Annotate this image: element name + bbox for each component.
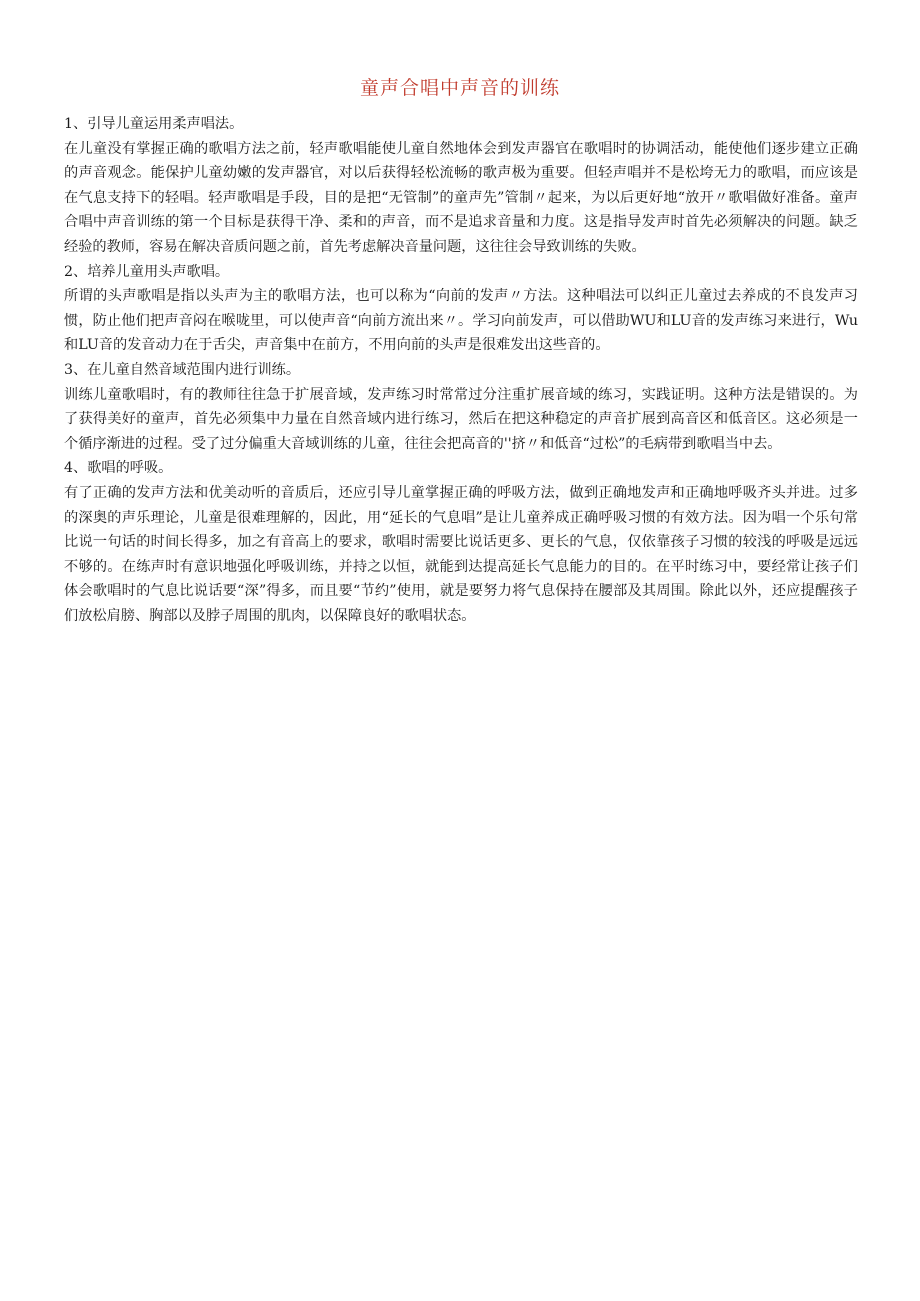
document-title: 童声合唱中声音的训练 [359,77,560,99]
section-heading-1: 1、引导儿童运用柔声唱法。 [64,116,244,132]
section-heading-4: 4、歌唱的呼吸。 [64,460,173,477]
section-paragraph-3: 训练儿童歌唱时，有的教师往往急于扩展音域，发声练习时常常过分注重扩展音域的练习，实践证明。这种方法是错误的。为了获得美好的童声，首先必须集中力量在自然音域内进行练习，然后在把这种稳定的声音扩展到高音区和低音区。这必须是一个循序渐进的过程。受了过分偏重大音域训练的儿童，往往会把高音的''挤〃和低音“过松”的毛病带到歌唱当中去。 [64,386,858,452]
section-paragraph-4: 有了正确的发声方法和优美动听的音质后，还应引导儿童掌握正确的呼吸方法，做到正确地发声和正确地呼吸齐头并进。过多的深奥的声乐理论，儿童是很难理解的，因此，用“延长的气息唱”是让儿童养成正确呼吸习惯的有效方法。因为唱一个乐句常比说一句话的时间长得多，加之有音高上的要求，歌唱时需要比说话更多、更长的气息，仅依靠孩子习惯的较浅的呼吸是远远不够的。在练声时有意识地强化呼吸训练，并持之以恒，就能到达提高延长气息能力的目的。在平时练习中，要经常让孩子们体会歌唱时的气息比说话要“深”得多，而且要“节约”使用，就是要努力将气息保持在腰部及其周围。除此以外，还应提醒孩子们放松肩膀、胸部以及脖子周围的肌肉，以保障良好的歌唱状态。 [64,484,858,624]
section-paragraph-1: 在儿童没有掌握正确的歌唱方法之前，轻声歌唱能使儿童自然地体会到发声器官在歌唱时的协调活动，能使他们逐步建立正确的声音观念。能保护儿童幼嫩的发声器官，对以后获得轻松流畅的歌声极为重要。但轻声唱并不是松垮无力的歌唱，而应该是在气息支持下的轻唱。轻声歌唱是手段，目的是把“无管制”的童声先”管制〃起来，为以后更好地“放开〃歌唱做好准备。童声合唱中声音训练的第一个目标是获得干净、柔和的声音，而不是追求音量和力度。这是指导发声时首先必须解决的问题。缺乏经验的教师，容易在解决音质问题之前，首先考虑解决音量问题，这往往会导致训练的失败。 [64,140,858,255]
section-heading-2: 2、培养儿童用头声歌唱。 [64,263,230,280]
section-heading-3: 3、在儿童自然音域范围内进行训练。 [64,361,301,378]
document-body [64,112,858,628]
section-paragraph-2: 所谓的头声歌唱是指以头声为主的歌唱方法，也可以称为“向前的发声〃方法。这种唱法可以纠正儿童过去养成的不良发声习惯，防止他们把声音闷在喉咙里，可以使声音“向前方流出来〃。学习向前发声，可以借助WU和LU音的发声练习来进行，Wu和LU音的发音动力在于舌尖，声音集中在前方，不用向前的头声是很难发出这些音的。 [64,288,858,354]
